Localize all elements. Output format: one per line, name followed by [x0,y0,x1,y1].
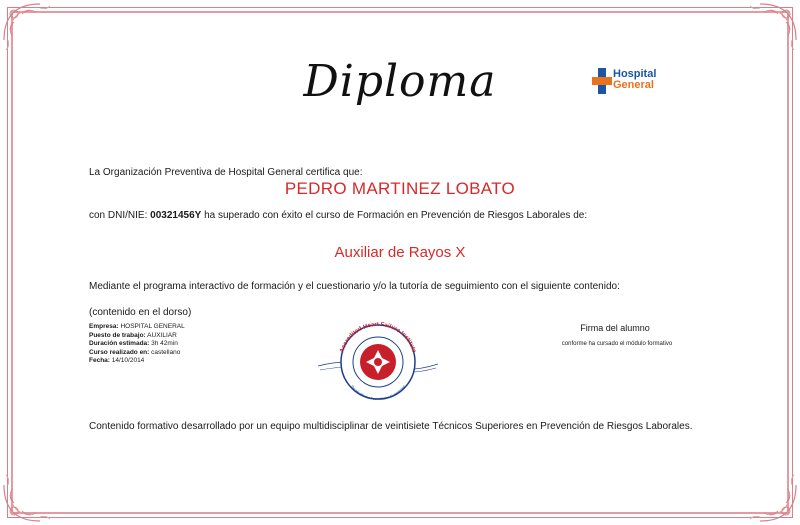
dni-prefix: con DNI/NIE: [89,210,148,221]
detail-row [89,349,185,358]
corner-ornament-icon [740,0,800,60]
detail-value: 3h 42min [151,340,178,348]
dni-line [89,210,587,221]
detail-row [89,323,185,332]
hospital-logo [592,66,672,96]
detail-value: castellano [151,348,181,356]
seal-text-top: Accredited Heart Failure Institute [339,322,417,354]
corner-ornament-icon [740,465,800,525]
detail-label: Puesto de trabajo: [89,331,146,339]
course-name: Auxiliar de Rayos X [334,244,466,261]
detail-row [89,357,185,366]
signature-note: conforme ha cursado el módulo formativo [561,341,673,347]
content-note: (contenido en el dorso) [89,307,192,318]
medical-cross-icon [592,68,612,94]
dni-number: 00321456Y [150,210,202,221]
signature-label: Firma del alumno [580,323,650,333]
detail-label: Duración estimada: [89,340,150,348]
recipient-name: PEDRO MARTINEZ LOBATO [284,179,516,198]
program-text: Mediante el programa interactivo de formación y el cuestionario y/o la tutoría de seguimiento con el siguiente contenido: [89,281,620,292]
accreditation-seal [318,322,438,400]
detail-label: Empresa: [89,323,119,330]
logo-text-line2: General [613,79,654,91]
detail-label: Curso realizado en: [89,348,150,356]
detail-value: AUXILIAR [147,331,177,339]
detail-row [89,332,185,341]
detail-label: Fecha: [89,357,110,365]
detail-row [89,340,185,349]
logo-text-line1: Hospital [613,68,657,80]
detail-value: HOSPITAL GENERAL [120,323,185,330]
corner-ornament-icon [0,465,60,525]
detail-value: 14/10/2014 [111,357,145,365]
seal-text-bottom: The Healthcare Accreditation Commission [349,384,407,400]
course-details [89,323,185,366]
diploma-title: Diploma [303,56,497,107]
intro-text: La Organización Preventiva de Hospital General certifica que: [89,167,363,178]
dni-suffix: ha superado con éxito el curso de Formación en Prevención de Riesgos Laborales de: [204,210,588,221]
footer-text: Contenido formativo desarrollado por un equipo multidisciplinar de veintisiete Técnicos Superiores en Prevención de Riesgos Laborales. [89,421,693,432]
corner-ornament-icon [0,0,60,60]
